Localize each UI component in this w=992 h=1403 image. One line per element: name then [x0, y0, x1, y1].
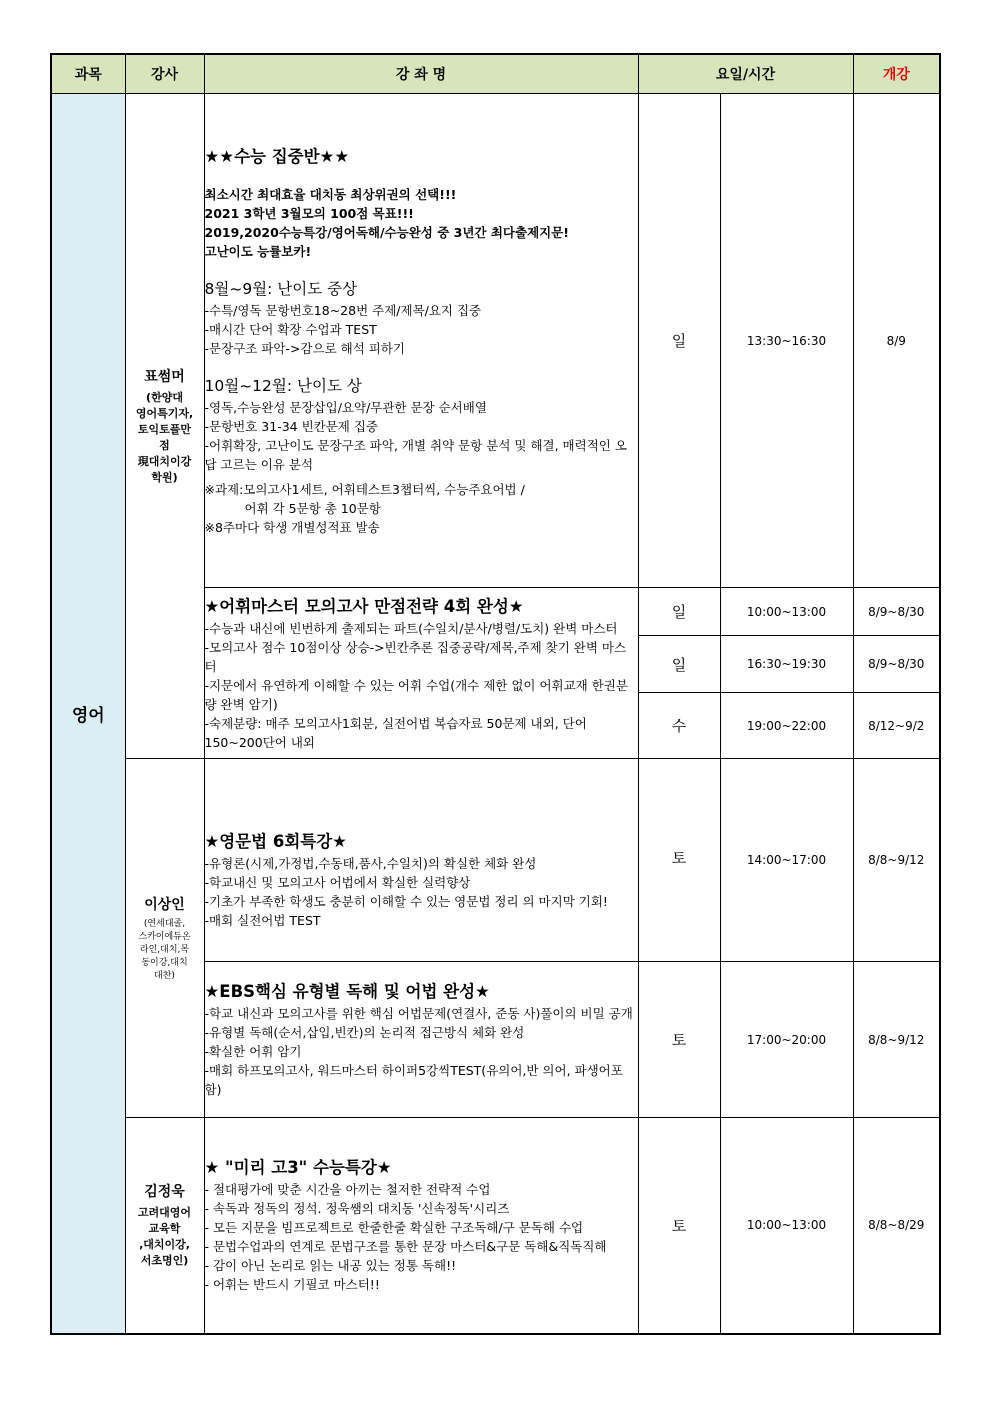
teacher-cell [125, 1118, 204, 1334]
header-subject: 과목 [51, 54, 125, 94]
day-cell: 일 [638, 588, 720, 636]
table-row [51, 759, 940, 962]
header-teacher: 강사 [125, 54, 204, 94]
header-row [51, 54, 940, 94]
teacher-note: (연세대졸, 스카이에듀온 라인,대치,목 동이강,대치 대찬) [138, 918, 191, 981]
open-cell: 8/9~8/30 [853, 588, 940, 636]
teacher-name: 표썸머 [144, 369, 185, 385]
time-cell: 16:30~19:30 [720, 636, 853, 693]
teacher-cell [125, 759, 204, 1118]
course-title: ★영문법 6회특강★ [204, 832, 347, 851]
course-cell [204, 1118, 638, 1334]
teacher-note: (한양대 영어특기자, 토익토플만 점 現대치이강 학원) [135, 391, 194, 484]
time-cell: 14:00~17:00 [720, 759, 853, 962]
open-cell: 8/8~9/12 [853, 962, 940, 1118]
teacher-name: 이상인 [144, 896, 185, 913]
schedule-table [50, 53, 941, 1335]
course-title: ★EBS핵심 유형별 독해 및 어법 완성★ [204, 982, 490, 1001]
day-cell: 토 [638, 759, 720, 962]
course-title: ★★수능 집중반★★ [204, 146, 350, 166]
time-cell: 13:30~16:30 [720, 94, 853, 588]
homework-note: ※과제:모의고사1세트, 어휘테스트3챕터씩, 수능주요어법 / 어휘 각 5문항 총 10문항 ※8주마다 학생 개별성적표 발송 [204, 481, 525, 535]
day-cell: 수 [638, 693, 720, 759]
course-list: -수능과 내신에 빈번하게 출제되는 파트(수일치/분사/병렬/도치) 완벽 마스터 -모의고사 점수 10점이상 상승->빈칸추론 집중공략/제목,주제 찾기 완벽 마스터 -지문에서 유연하게 이해할 수 있는 어휘 수업(개수 제한 없이 어휘교재 한권분량 완벽 암기) -숙제분량: 매주 모의고사1회분, 실전어법 복습자료 50문제 내외, 단어 150~200단어 내외 [204, 620, 628, 750]
course-cell [204, 94, 638, 588]
day-cell: 토 [638, 962, 720, 1118]
section-list: -수특/영독 문항번호18~28번 주제/제목/요지 집중 -매시간 단어 확장 수업과 TEST -문장구조 파악->감으로 해석 피하기 [204, 302, 482, 356]
course-list: -유형론(시제,가정법,수동태,품사,수일치)의 확실한 체화 완성 -학교내신 및 모의고사 어법에서 확실한 실력향상 -기초가 부족한 학생도 충분히 이해할 수 있는 영문법 정리 의 마지막 기회! -매회 실전어법 TEST [204, 856, 608, 928]
course-list: -학교 내신과 모의고사를 위한 핵심 어법문제(연결사, 준동 사)풀이의 비밀 공개 -유형별 독해(순서,삽입,빈칸)의 논리적 접근방식 체화 완성 -확실한 어휘 암기 -매회 하프모의고사, 워드마스터 하이퍼5강씩TEST(유의어,반 의어, 파생어포함) [204, 1006, 633, 1097]
day-cell: 일 [638, 636, 720, 693]
time-cell: 17:00~20:00 [720, 962, 853, 1118]
course-cell [204, 759, 638, 962]
section-heading: 8월~9월: 난이도 중상 [204, 279, 358, 298]
header-open: 개강 [853, 54, 940, 94]
open-cell: 8/8~9/12 [853, 759, 940, 962]
course-list: - 절대평가에 맞춘 시간을 아끼는 철저한 전략적 수업 - 속독과 정독의 정석. 정욱쌤의 대치동 '신속정독'시리즈 - 모든 지문을 빔프로젝트로 한줄한줄 확실한 구조독해/구 문독해 수업 - 문법수업과의 연계로 문법구조를 통한 문장 마스터&구문 독해&직독직해 - 감이 아닌 논리로 읽는 내공 있는 정통 독해!! - 어휘는 반드시 기필코 마스터!! [204, 1182, 607, 1293]
open-cell: 8/8~8/29 [853, 1118, 940, 1334]
teacher-cell [125, 94, 204, 759]
course-cell [204, 588, 638, 759]
time-cell: 10:00~13:00 [720, 1118, 853, 1334]
section-heading: 10월~12월: 난이도 상 [204, 376, 362, 395]
time-cell: 19:00~22:00 [720, 693, 853, 759]
time-cell: 10:00~13:00 [720, 588, 853, 636]
table-row [51, 94, 940, 588]
open-cell: 8/12~9/2 [853, 693, 940, 759]
course-intro: 최소시간 최대효율 대치동 최상위권의 선택!!! 2021 3학년 3월모의 100점 목표!!! 2019,2020수능특강/영어독해/수능완성 중 3년간 최다출제지문! 고난이도 능률보카! [204, 186, 569, 259]
teacher-note: 고려대영어 교육학 ,대치이강, 서초명인) [137, 1206, 192, 1268]
open-cell: 8/9~8/30 [853, 636, 940, 693]
day-cell: 일 [638, 94, 720, 588]
table-row [51, 1118, 940, 1334]
day-cell: 토 [638, 1118, 720, 1334]
header-schedule: 요일/시간 [638, 54, 853, 94]
subject-cell: 영어 [51, 94, 125, 1334]
course-cell [204, 962, 638, 1118]
header-course: 강 좌 명 [204, 54, 638, 94]
open-cell: 8/9 [853, 94, 940, 588]
course-title: ★어휘마스터 모의고사 만점전략 4회 완성★ [204, 596, 524, 616]
section-list: -영독,수능완성 문장삽입/요약/무관한 문장 순서배열 -문항번호 31-34 빈칸문제 집중 -어휘확장, 고난이도 문장구조 파악, 개별 취약 문항 분석 및 해결, 매력적인 오답 고르는 이유 분석 [204, 399, 627, 472]
course-title: ★ "미리 고3" 수능특강★ [204, 1158, 392, 1178]
teacher-name: 김정욱 [144, 1184, 185, 1201]
